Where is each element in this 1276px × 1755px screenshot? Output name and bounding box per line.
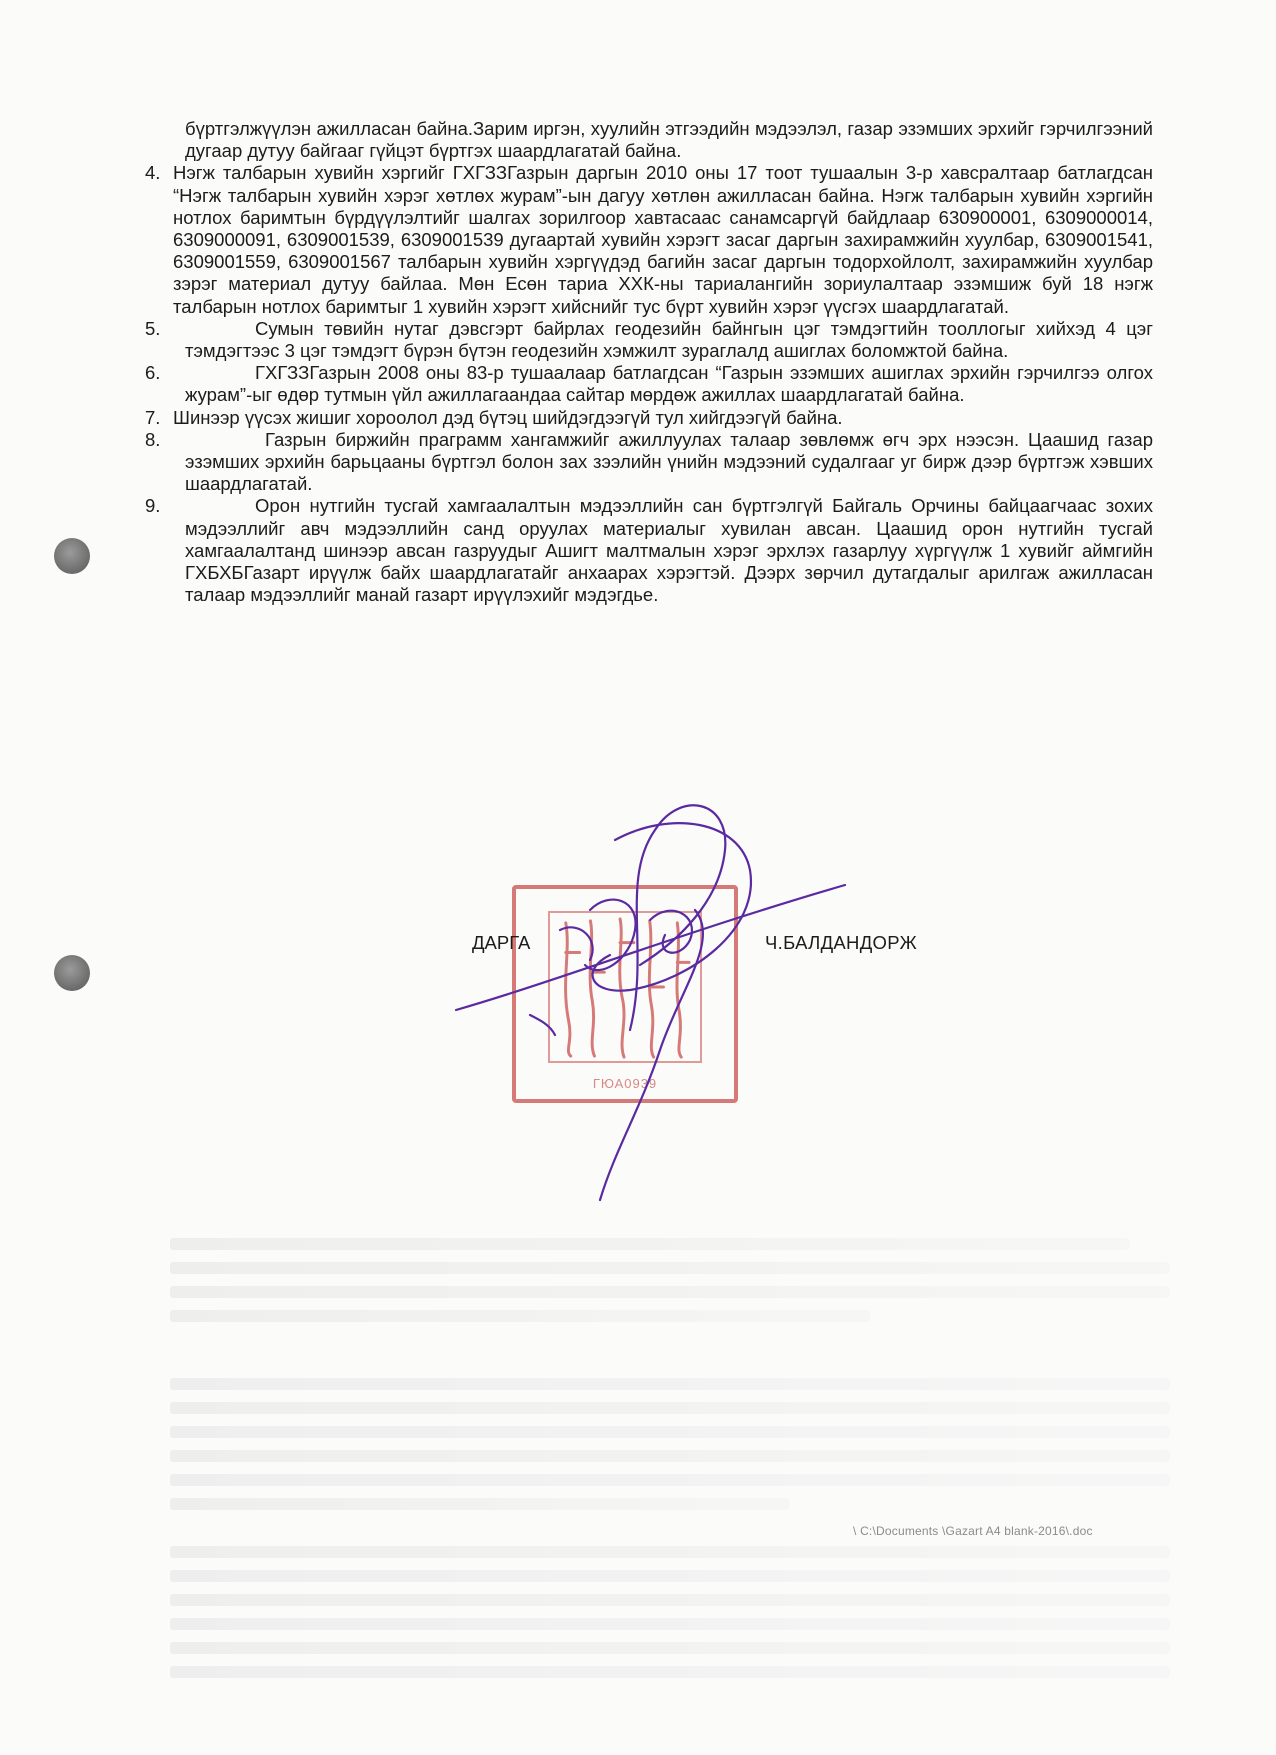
bleed-through-line [170,1426,1170,1438]
list-number: 8. [145,428,161,450]
list-text: Шинээр үүсэх жишиг хороолол дэд бүтэц шийдэгдээгүй тул хийгдээгүй байна. [173,406,843,428]
punch-hole-top [54,538,90,574]
list-text-content: Сумын төвийн нутаг дэвсгэрт байрлах геодезийн байнгын цэг тэмдэгтийн тооллогыг хийхэд 4 цэг тэмдэгтээс 3 цэг тэмдэгт бүрэн бүтэн геодезийн хэмжилт зураглалд ашиглах боломжтой байна. [185,317,1153,362]
stamp-code: ГЮА0939 [592,1076,658,1091]
list-text-content: Орон нутгийн тусгай хамгаалалтын мэдээллийн сан бүртгэлгүй Байгаль Орчины байцаагчаас зохих мэдээллийг авч мэдээллийн санд оруулах материалыг хувилан авсан. Цаашид орон нутгийн тусгай хамгаалалтанд шинээр авсан газруудыг Ашигт малтмалын хэрэг эрхлэх газарлуу хүргүүлж 1 хувийг аймгийн ГХБХБГазарт ирүүлж байх шаардлагатайг анхаарах хэрэгтэй. Дээрх зөрчил дутагдалыг арилгаж ажилласан талаар мэдээллийг манай газарт ирүүлэхийг мэдэгдье. [185,495,1153,606]
bleed-through-line [170,1642,1170,1654]
bleed-through-line [170,1498,790,1510]
list-number: 5. [145,317,161,339]
bleed-through-line [170,1618,1170,1630]
list-text [185,362,1153,406]
bleed-through-line [170,1666,1170,1678]
bleed-through-line [170,1262,1170,1274]
list-number: 9. [145,495,161,517]
intro-line-1: бүртгэлжүүлэн ажилласан байна.Зарим иргэн, хуулийн этгээдийн мэдээлэл, газар [185,118,893,139]
bleed-through-line [170,1402,1170,1414]
bleed-through-line [170,1570,1170,1582]
intro-line-2: эзэмших эрхийг гэрчилгээний дугаар дутуу байгааг гүйцэт бүртгэх шаардлагатай байна. [185,118,1153,162]
list-text [185,429,1153,496]
signatory-name: Ч.БАЛДАНДОРЖ [765,932,918,953]
footer-file-path: \ C:\Documents \Gazart A4 blank-2016\.doc [853,1524,1093,1538]
list-text [185,495,1153,606]
list-number: 4. [145,162,161,184]
list-text [185,318,1153,362]
bleed-through-line [170,1378,1170,1390]
list-text-content: ГХГЗЗГазрын 2008 оны 83-р тушаалаар батлагдсан “Газрын эзэмших ашиглах эрхийн гэрчилгээ олгох журам”-ыг өдөр тутмын үйл ажиллагаандаа сайтар мөрдөж ажиллах шаардлагатай байна. [185,362,1153,406]
bleed-through-line [170,1286,1170,1298]
bleed-through-line [170,1450,1170,1462]
bleed-through-line [170,1238,1130,1250]
list-item-7 [145,407,1153,429]
list-item-4 [145,162,1153,317]
bleed-through-line [170,1474,1170,1486]
bleed-through-line [170,1594,1170,1606]
list-number: 7. [145,406,161,428]
punch-hole-bottom [54,955,90,991]
handwritten-signature [440,790,860,1210]
list-item-9 [145,495,1153,606]
list-number: 6. [145,362,161,384]
list-item-6 [145,362,1153,406]
list-text-content: Газрын биржийн праграмм хангамжийг ажиллуулах талаар зөвлөмж өгч эрх нээсэн. Цаашид газар эзэмших эрхийн барьцааны бүртгэл болон зах зээлийн үнийн мэдээний судалгааг уг бирж дээр бүртгэж хэвших шаардлагатай. [185,428,1153,495]
intro-paragraph [145,118,1153,162]
document-body [145,118,1153,606]
list-text: Нэгж талбарын хувийн хэргийг ГХГЗЗГазрын даргын 2010 оны 17 тоот тушаалын 3-р хавсралтаар батлагдсан “Нэгж талбарын хувийн хэрэг хөтлөх журам”-ын дагуу хөтлөн ажилласан байна. Нэгж талбарын хувийн хэргийн нотлох баримтын бүрдүүлэлтийг шалгах зорилгоор хавтасаас санамсаргүй байдлаар 630900001, 6309000014, 6309000091, 6309001539, 6309001539 дугаартай хувийн хэрэгт засаг даргын захирамжийн хуулбар, 6309001541, 6309001559, 6309001567 талбарын хувийн хэргүүдэд багийн засаг даргын тодорхойлолт, захирамжийн хуулбар зэрэг материал дутуу байлаа. Мөн Есөн тариа ХХК-ны тариалангийн зориулалтаар эзэмшиж буй 18 нэгж талбарын нотлох баримтыг 1 хувийн хэрэгт хийснийг тус бүрт хувийн хэрэг үүсгэх шаардлагатай. [173,162,1153,317]
signatory-title: ДАРГА [472,932,531,953]
list-item-8 [145,429,1153,496]
bleed-through-line [170,1546,1170,1558]
bleed-through-line [170,1310,870,1322]
list-item-5 [145,318,1153,362]
